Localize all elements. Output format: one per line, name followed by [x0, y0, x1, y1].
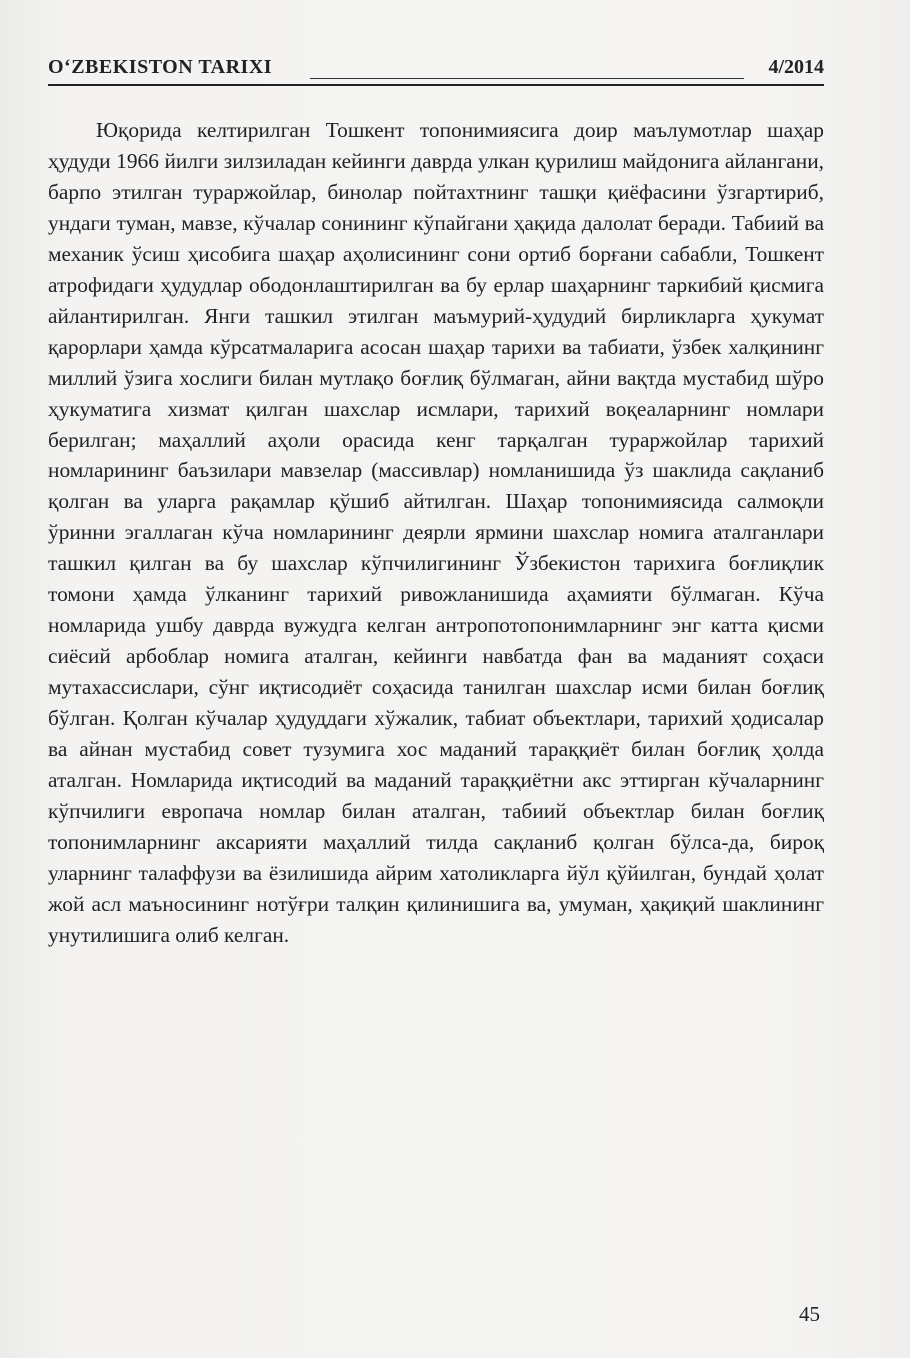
issue-number: 4/2014 [768, 56, 824, 78]
body-paragraph: Юқорида келтирилган Тошкент топонимиясига доир маълумотлар шаҳар ҳудуди 1966 йилги зилзиладан кейинги даврда улкан қурилиш майдонига айлангани, барпо этилган тураржойлар, бинолар пойтахтнинг ташқи қиёфасини ўзгартириб, ундаги туман, мавзе, кўчалар сонининг кўпайгани ҳақида далолат беради. Табиий ва механик ўсиш ҳисобига шаҳар аҳолисининг сони ортиб борғани сабабли, Тошкент атрофидаги ҳудудлар ободонлаштирилган ва бу ерлар шаҳарнинг таркибий қисмига айлантирилган. Янги ташкил этилган маъмурий-ҳудудий бирликларга ҳукумат қарорлари ҳамда кўрсатмаларига асосан шаҳар тарихи ва табиати, ўзбек халқининг миллий ўзига хослиги билан мутлақо боғлиқ бўлмаган, айни вақтда мустабид шўро ҳукуматига хизмат қилган шахслар исмлари, тарихий воқеаларнинг номлари берилган; маҳаллий аҳоли орасида кенг тарқалган тураржойлар тарихий номларининг баъзилари мавзелар (массивлар) номланишида ўз шаклида сақланиб қолган ва уларга рақамлар қўшиб айтилган. Шаҳар топонимиясида салмоқли ўринни эгаллаган кўча номларининг деярли ярмини шахслар номига аталганлари ташкил қилган ва бу шахслар кўпчилигининг Ўзбекистон тарихига боғлиқлик томони ҳамда ўлканинг тарихий ривожланишида аҳамияти бўлмаган. Кўча номларида ушбу даврда вужудга келган антропотопонимларнинг энг катта қисми сиёсий арбоблар номига аталган, кейинги навбатда фан ва маданият соҳаси мутахассислари, сўнг иқтисодиёт соҳасида танилган шахслар исми билан боғлиқ бўлган. Қолган кўчалар ҳудуддаги хўжалик, табиат объектлари, тарихий ҳодисалар ва айнан мустабид совет тузумига хос маданий тараққиёт билан боғлиқ ҳолда аталган. Номларида иқтисодий ва маданий тараққиётни акс эттирган кўчаларнинг кўпчилиги европача номлар билан аталган, табиий объектлар билан боғлиқ топонимларнинг аксарияти маҳаллий тилда сақланиб қолган бўлса-да, бироқ уларнинг талаффузи ва ёзилишида айрим хатоликларга йўл қўйилган, бундай ҳолат жой асл маъносининг нотўғри талқин қилинишига ва, умуман, ҳақиқий шаклининг унутилишига олиб келган. [48, 118, 824, 947]
header-leader-line [310, 78, 744, 79]
header-rule [48, 84, 824, 86]
journal-title: O‘ZBEKISTON TARIXI [48, 56, 273, 78]
running-header [48, 54, 824, 86]
page-number: 45 [799, 1302, 820, 1326]
